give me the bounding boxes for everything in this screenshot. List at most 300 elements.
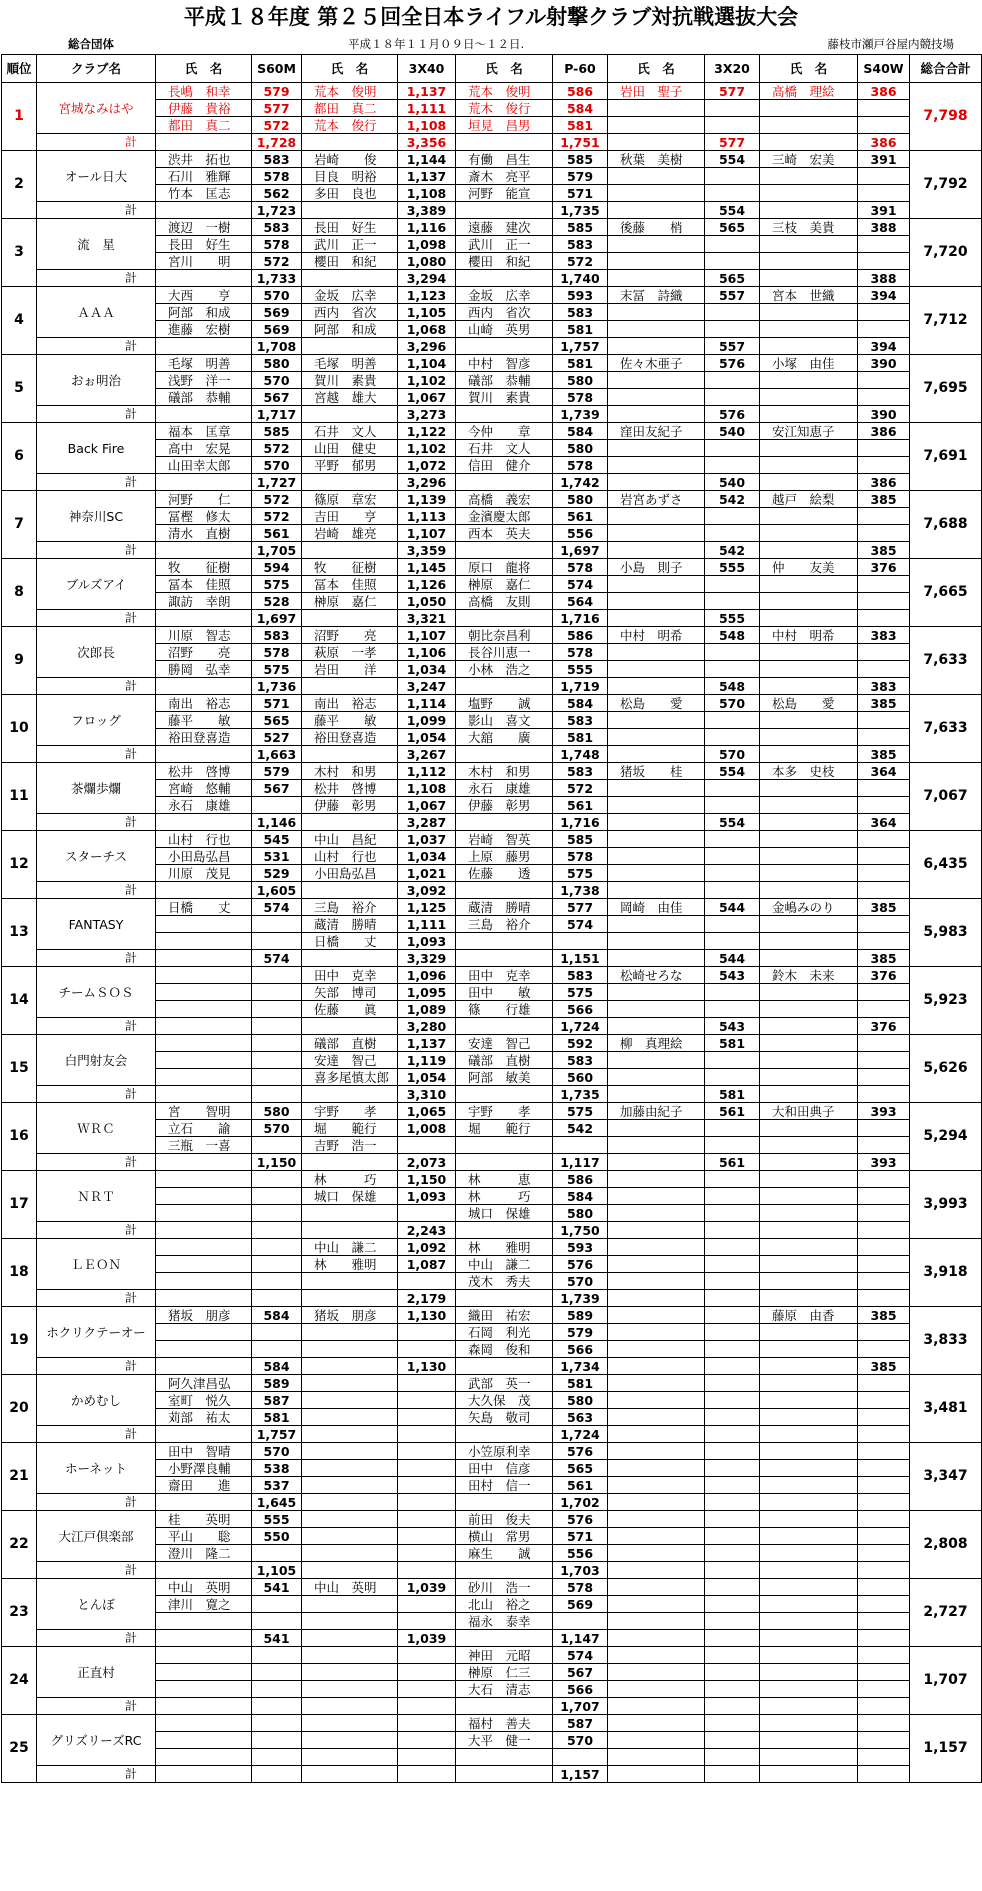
name-p60: 石岡 利光 (456, 1324, 553, 1341)
name-s40w (760, 1001, 858, 1018)
score-3x20 (705, 1443, 760, 1460)
club-name: 正直村 (37, 1647, 156, 1698)
table-row (2, 1103, 982, 1120)
score-3x40 (398, 1647, 456, 1664)
name-3x20: 後藤 梢 (608, 219, 705, 236)
subtotal-name-s60m (156, 1766, 252, 1783)
grand-total: 2,727 (910, 1579, 982, 1647)
name-3x20 (608, 1647, 705, 1664)
name-s60m (156, 984, 252, 1001)
name-3x20 (608, 1307, 705, 1324)
name-s60m: 長田 好生 (156, 236, 252, 253)
score-3x40 (398, 1205, 456, 1222)
name-3x40: 萩原 一孝 (302, 644, 398, 661)
name-s60m (156, 1647, 252, 1664)
subtotal-name-s40w (760, 882, 858, 899)
score-3x40: 1,039 (398, 1579, 456, 1596)
club-name: オール日大 (37, 151, 156, 202)
score-s40w (858, 1579, 910, 1596)
event-date: 平成１８年１１月０９日～１２日. (348, 37, 525, 51)
grand-total: 7,633 (910, 627, 982, 695)
subtotal-name-3x40 (302, 1018, 398, 1035)
subtotal-name-s60m (156, 1698, 252, 1715)
score-3x20 (705, 1409, 760, 1426)
subtotal-name-3x20 (608, 202, 705, 219)
name-3x20 (608, 1613, 705, 1630)
name-p60: 賀川 素貴 (456, 389, 553, 406)
name-s60m: 福本 匡章 (156, 423, 252, 440)
score-s40w (858, 1477, 910, 1494)
name-p60: 遠藤 建次 (456, 219, 553, 236)
score-s40w (858, 1188, 910, 1205)
subtotal-name-3x40 (302, 1358, 398, 1375)
subtotal-name-3x20 (608, 338, 705, 355)
score-3x20 (705, 1239, 760, 1256)
subheader (0, 34, 982, 54)
subtotal-name-3x20 (608, 406, 705, 423)
score-p60: 571 (553, 1528, 608, 1545)
name-s40w (760, 1375, 858, 1392)
score-p60: 569 (553, 1596, 608, 1613)
subtotal-p60: 1,740 (553, 270, 608, 287)
subtotal-name-s40w (760, 270, 858, 287)
score-p60: 570 (553, 1273, 608, 1290)
subtotal-name-3x40 (302, 678, 398, 695)
name-3x40 (302, 1681, 398, 1698)
subtotal-name-s40w (760, 1426, 858, 1443)
subtotal-s40w: 394 (858, 338, 910, 355)
name-3x20: 猪坂 桂 (608, 763, 705, 780)
score-s60m: 570 (252, 287, 302, 304)
name-s60m: 山田幸太郎 (156, 457, 252, 474)
name-s40w (760, 1732, 858, 1749)
header-row (2, 55, 982, 83)
subtotal-3x40: 1,039 (398, 1630, 456, 1647)
score-p60: 581 (553, 729, 608, 746)
subtotal-3x40: 2,243 (398, 1222, 456, 1239)
subtotal-label: 計 (37, 1154, 156, 1171)
club-name: ホクリクテーオー (37, 1307, 156, 1358)
name-s40w (760, 185, 858, 202)
score-s60m (252, 1732, 302, 1749)
grand-total: 3,993 (910, 1171, 982, 1239)
score-p60: 580 (553, 372, 608, 389)
score-3x20 (705, 1001, 760, 1018)
score-p60 (553, 933, 608, 950)
score-3x40 (398, 1375, 456, 1392)
subtotal-name-s60m (156, 134, 252, 151)
score-p60: 555 (553, 661, 608, 678)
name-3x20 (608, 1528, 705, 1545)
name-s40w (760, 984, 858, 1001)
subtotal-s60m: 1,605 (252, 882, 302, 899)
name-s40w (760, 1409, 858, 1426)
header-grand-total: 総合合計 (910, 55, 982, 83)
score-s40w: 376 (858, 967, 910, 984)
score-p60: 583 (553, 763, 608, 780)
name-p60: 武川 正一 (456, 236, 553, 253)
name-s40w: 三枝 美貴 (760, 219, 858, 236)
subtotal-3x20: 565 (705, 270, 760, 287)
subtotal-3x40: 3,321 (398, 610, 456, 627)
subtotal-name-s60m (156, 1426, 252, 1443)
name-3x20: 中村 明希 (608, 627, 705, 644)
score-s60m: 572 (252, 508, 302, 525)
score-s40w (858, 389, 910, 406)
subtotal-name-s60m (156, 746, 252, 763)
name-s40w (760, 1460, 858, 1477)
subtotal-label: 計 (37, 610, 156, 627)
name-3x40: 堀 範行 (302, 1120, 398, 1137)
grand-total: 6,435 (910, 831, 982, 899)
subtotal-name-3x20 (608, 1154, 705, 1171)
name-3x40: 南出 裕志 (302, 695, 398, 712)
score-3x40: 1,106 (398, 644, 456, 661)
name-p60: 塩野 誠 (456, 695, 553, 712)
score-s60m: 575 (252, 661, 302, 678)
score-p60: 586 (553, 83, 608, 100)
score-p60 (553, 1613, 608, 1630)
subtotal-name-3x20 (608, 814, 705, 831)
score-s60m (252, 1324, 302, 1341)
name-3x40: 冨本 佳照 (302, 576, 398, 593)
score-3x20 (705, 1477, 760, 1494)
score-s60m: 580 (252, 355, 302, 372)
name-3x20 (608, 1052, 705, 1069)
subtotal-3x40: 3,273 (398, 406, 456, 423)
score-3x40 (398, 1324, 456, 1341)
name-p60: 田村 信一 (456, 1477, 553, 1494)
name-p60: 西本 英夫 (456, 525, 553, 542)
name-p60: 荒本 俊明 (456, 83, 553, 100)
name-p60: 安達 智己 (456, 1035, 553, 1052)
name-3x40: 宇野 孝 (302, 1103, 398, 1120)
subtotal-name-s40w (760, 746, 858, 763)
score-3x20 (705, 1375, 760, 1392)
score-s60m: 538 (252, 1460, 302, 1477)
rank-cell: 21 (2, 1443, 37, 1511)
rank-cell: 22 (2, 1511, 37, 1579)
name-s40w: 松島 愛 (760, 695, 858, 712)
name-p60: 林 雅明 (456, 1239, 553, 1256)
name-3x40 (302, 1341, 398, 1358)
name-s60m: 澄川 隆二 (156, 1545, 252, 1562)
name-3x20 (608, 1579, 705, 1596)
score-3x20 (705, 372, 760, 389)
subtotal-name-3x40 (302, 1222, 398, 1239)
name-3x40: 多田 良也 (302, 185, 398, 202)
score-3x40: 1,102 (398, 372, 456, 389)
name-p60: 木村 和男 (456, 763, 553, 780)
subtotal-name-3x20 (608, 1630, 705, 1647)
name-s60m: 宮 智明 (156, 1103, 252, 1120)
subtotal-3x40 (398, 1562, 456, 1579)
grand-total: 7,688 (910, 491, 982, 559)
name-p60: 横山 常男 (456, 1528, 553, 1545)
name-3x20 (608, 440, 705, 457)
grand-total: 7,691 (910, 423, 982, 491)
subtotal-3x20: 557 (705, 338, 760, 355)
name-3x20 (608, 372, 705, 389)
name-3x20: 小島 則子 (608, 559, 705, 576)
name-s60m (156, 1205, 252, 1222)
name-s60m: 高中 宏晃 (156, 440, 252, 457)
subtotal-p60: 1,724 (553, 1018, 608, 1035)
subtotal-name-s60m (156, 1086, 252, 1103)
name-3x40: 阿部 和成 (302, 321, 398, 338)
subtotal-s40w (858, 882, 910, 899)
score-s40w (858, 1647, 910, 1664)
score-s60m: 572 (252, 253, 302, 270)
name-p60: 武部 英一 (456, 1375, 553, 1392)
score-s40w (858, 1732, 910, 1749)
name-s40w: 安江知恵子 (760, 423, 858, 440)
subtotal-s60m: 1,150 (252, 1154, 302, 1171)
name-3x20 (608, 1188, 705, 1205)
name-s60m (156, 1749, 252, 1766)
name-p60: 織田 祐宏 (456, 1307, 553, 1324)
subtotal-name-s60m (156, 1222, 252, 1239)
name-3x40: 岩崎 俊 (302, 151, 398, 168)
rank-cell: 12 (2, 831, 37, 899)
club-name: 流 星 (37, 219, 156, 270)
name-3x40: 宮越 雄大 (302, 389, 398, 406)
name-s40w (760, 933, 858, 950)
score-p60: 563 (553, 1409, 608, 1426)
subtotal-s60m (252, 1086, 302, 1103)
name-s40w (760, 661, 858, 678)
rank-cell: 9 (2, 627, 37, 695)
score-s60m: 537 (252, 1477, 302, 1494)
score-s60m: 569 (252, 321, 302, 338)
score-3x40: 1,111 (398, 100, 456, 117)
name-3x40 (302, 1375, 398, 1392)
subtotal-name-3x20 (608, 1358, 705, 1375)
name-p60: 伊藤 彰男 (456, 797, 553, 814)
name-s40w (760, 797, 858, 814)
name-p60: 前田 俊夫 (456, 1511, 553, 1528)
name-p60: 田中 克幸 (456, 967, 553, 984)
subtotal-row (2, 1698, 982, 1715)
score-p60: 576 (553, 1256, 608, 1273)
name-p60: 西内 省次 (456, 304, 553, 321)
score-p60: 576 (553, 1511, 608, 1528)
name-s40w (760, 440, 858, 457)
score-3x20 (705, 1392, 760, 1409)
score-p60: 584 (553, 695, 608, 712)
name-s60m (156, 1341, 252, 1358)
name-s60m: 河野 仁 (156, 491, 252, 508)
subtotal-s60m: 1,727 (252, 474, 302, 491)
score-3x40: 1,050 (398, 593, 456, 610)
subtotal-label: 計 (37, 1766, 156, 1783)
score-3x20 (705, 1273, 760, 1290)
score-3x20 (705, 321, 760, 338)
score-3x40: 1,108 (398, 117, 456, 134)
name-3x40: 小田島弘昌 (302, 865, 398, 882)
score-3x20 (705, 1613, 760, 1630)
name-s60m: 津川 寛之 (156, 1596, 252, 1613)
score-p60: 575 (553, 984, 608, 1001)
score-3x20 (705, 1528, 760, 1545)
subtotal-p60: 1,750 (553, 1222, 608, 1239)
table-row (2, 1239, 982, 1256)
name-p60: 林 巧 (456, 1188, 553, 1205)
subtotal-s40w: 386 (858, 134, 910, 151)
score-p60: 583 (553, 712, 608, 729)
subtotal-row (2, 542, 982, 559)
name-p60: 蔵清 勝晴 (456, 899, 553, 916)
subtotal-s60m: 1,736 (252, 678, 302, 695)
score-3x20 (705, 1052, 760, 1069)
score-p60: 574 (553, 916, 608, 933)
name-3x20 (608, 525, 705, 542)
name-s40w (760, 644, 858, 661)
header-s60m: S60M (252, 55, 302, 83)
name-3x40: 矢部 博司 (302, 984, 398, 1001)
name-s40w (760, 1341, 858, 1358)
score-s60m: 585 (252, 423, 302, 440)
score-s40w (858, 1545, 910, 1562)
subtotal-p60: 1,748 (553, 746, 608, 763)
subtotal-p60: 1,735 (553, 202, 608, 219)
subtotal-name-3x20 (608, 1494, 705, 1511)
subtotal-name-3x20 (608, 950, 705, 967)
score-3x40 (398, 1137, 456, 1154)
name-s60m: 猪坂 朋彦 (156, 1307, 252, 1324)
name-s60m: 小野澤良輔 (156, 1460, 252, 1477)
table-row (2, 627, 982, 644)
score-3x20: 554 (705, 763, 760, 780)
name-s60m (156, 1188, 252, 1205)
score-s60m: 569 (252, 304, 302, 321)
subtotal-name-s60m (156, 678, 252, 695)
name-3x20 (608, 1545, 705, 1562)
subtotal-name-3x40 (302, 338, 398, 355)
name-3x20 (608, 1273, 705, 1290)
name-s60m (156, 1069, 252, 1086)
subtotal-row (2, 1018, 982, 1035)
name-s40w (760, 1528, 858, 1545)
subtotal-name-p60 (456, 882, 553, 899)
score-3x20: 557 (705, 287, 760, 304)
score-s60m: 567 (252, 780, 302, 797)
score-s40w (858, 933, 910, 950)
rank-cell: 3 (2, 219, 37, 287)
score-3x40: 1,126 (398, 576, 456, 593)
score-p60: 583 (553, 1052, 608, 1069)
score-3x40: 1,021 (398, 865, 456, 882)
subtotal-label: 計 (37, 1086, 156, 1103)
table-row (2, 695, 982, 712)
name-p60: 田中 敏 (456, 984, 553, 1001)
score-p60: 561 (553, 797, 608, 814)
name-3x40: 西内 省次 (302, 304, 398, 321)
subtotal-name-3x20 (608, 610, 705, 627)
score-p60: 578 (553, 644, 608, 661)
name-3x20 (608, 593, 705, 610)
grand-total: 3,347 (910, 1443, 982, 1511)
name-3x20: 岩宮あずさ (608, 491, 705, 508)
subtotal-name-p60 (456, 950, 553, 967)
score-p60: 575 (553, 1103, 608, 1120)
score-s40w (858, 1341, 910, 1358)
score-3x40: 1,144 (398, 151, 456, 168)
subtotal-s40w: 393 (858, 1154, 910, 1171)
subtotal-3x40: 3,247 (398, 678, 456, 695)
name-p60: 城口 保雄 (456, 1205, 553, 1222)
subtotal-name-s40w (760, 1222, 858, 1239)
score-s40w (858, 236, 910, 253)
subtotal-label: 計 (37, 270, 156, 287)
score-p60: 580 (553, 1205, 608, 1222)
score-s40w (858, 831, 910, 848)
score-3x40: 1,080 (398, 253, 456, 270)
score-s60m: 570 (252, 1443, 302, 1460)
subtotal-row (2, 1154, 982, 1171)
name-3x40: 林 雅明 (302, 1256, 398, 1273)
subtotal-name-s60m (156, 474, 252, 491)
club-name: Back Fire (37, 423, 156, 474)
subtotal-s60m: 1,146 (252, 814, 302, 831)
name-3x20 (608, 933, 705, 950)
subtotal-label: 計 (37, 1018, 156, 1035)
table-row (2, 967, 982, 984)
subtotal-name-3x40 (302, 542, 398, 559)
score-p60: 585 (553, 831, 608, 848)
name-p60: 礒部 恭輔 (456, 372, 553, 389)
name-3x20 (608, 780, 705, 797)
subtotal-s60m: 1,697 (252, 610, 302, 627)
name-s40w (760, 1137, 858, 1154)
score-s60m: 589 (252, 1375, 302, 1392)
name-s40w (760, 1681, 858, 1698)
score-s60m (252, 1681, 302, 1698)
subtotal-row (2, 746, 982, 763)
subtotal-name-s60m (156, 1154, 252, 1171)
venue-label: 藤枝市瀬戸谷屋内競技場 (827, 37, 954, 51)
subtotal-name-p60 (456, 474, 553, 491)
name-s40w (760, 457, 858, 474)
score-s60m (252, 797, 302, 814)
score-p60: 579 (553, 168, 608, 185)
name-s40w (760, 1545, 858, 1562)
grand-total: 5,923 (910, 967, 982, 1035)
score-s40w (858, 1409, 910, 1426)
score-3x20 (705, 848, 760, 865)
subtotal-3x20 (705, 1766, 760, 1783)
subtotal-name-s40w (760, 474, 858, 491)
name-3x40: 篠原 章宏 (302, 491, 398, 508)
table-row (2, 1307, 982, 1324)
rank-cell: 1 (2, 83, 37, 151)
subtotal-p60: 1,734 (553, 1358, 608, 1375)
score-s40w (858, 1273, 910, 1290)
subtotal-name-3x40 (302, 406, 398, 423)
name-3x40: 中山 英明 (302, 1579, 398, 1596)
score-s60m: 555 (252, 1511, 302, 1528)
name-p60: 堀 範行 (456, 1120, 553, 1137)
name-3x40: 牧 征樹 (302, 559, 398, 576)
subtotal-name-s40w (760, 1358, 858, 1375)
name-s60m (156, 1171, 252, 1188)
name-3x20 (608, 168, 705, 185)
score-3x20 (705, 168, 760, 185)
subtotal-3x40: 2,179 (398, 1290, 456, 1307)
score-s40w (858, 644, 910, 661)
subtotal-row (2, 950, 982, 967)
score-3x40 (398, 1409, 456, 1426)
